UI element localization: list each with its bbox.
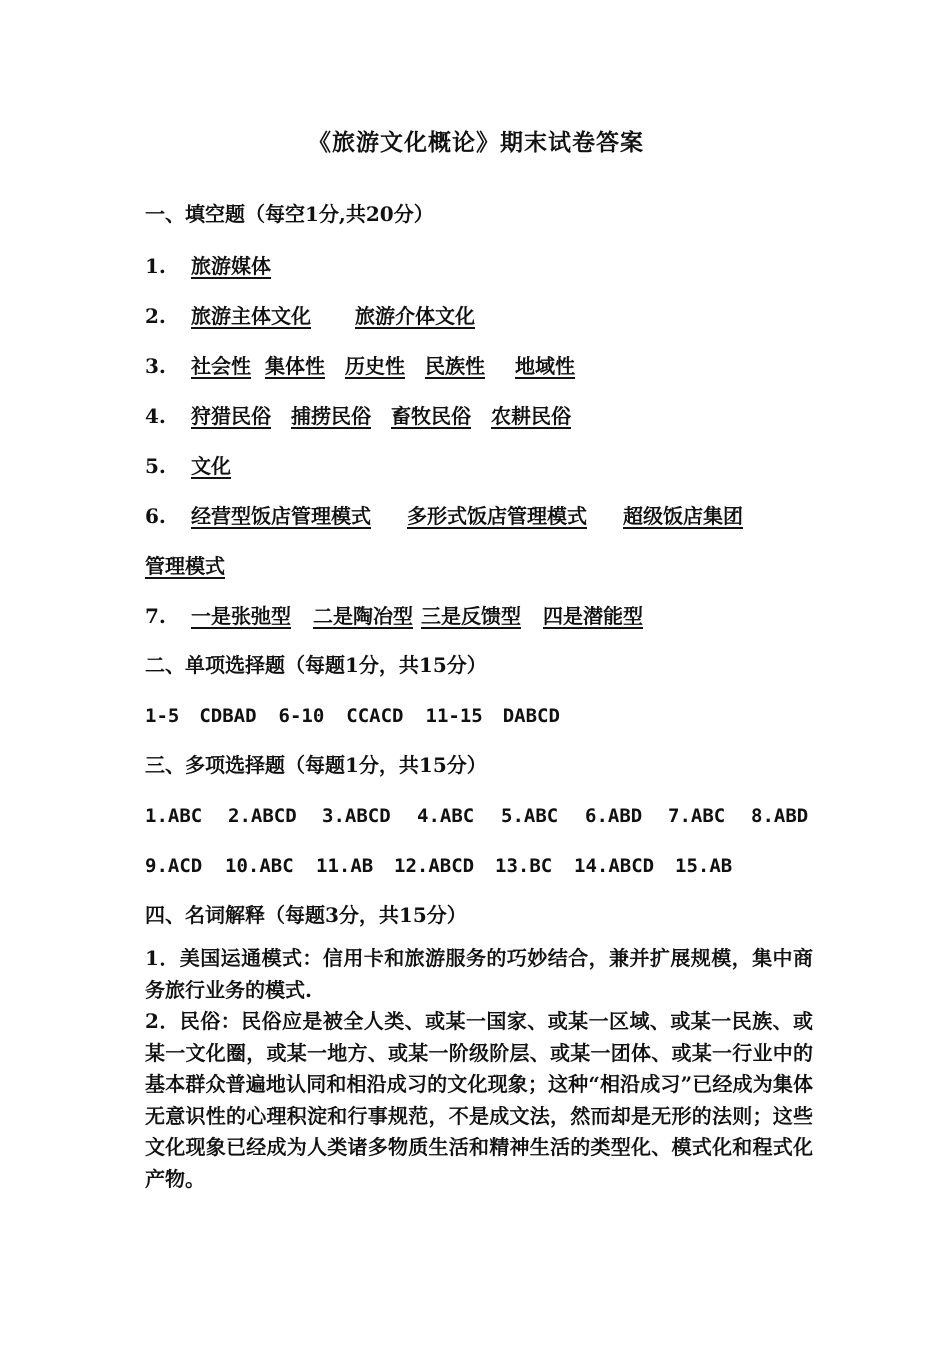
answer-blank: 地域性 xyxy=(515,354,575,378)
answer-blank: 农耕民俗 xyxy=(491,404,571,428)
answer-range: 6-10 xyxy=(278,705,325,727)
fill-answer-2 xyxy=(145,302,481,330)
answer-blank: 管理模式 xyxy=(145,554,225,578)
answer-blank: 捕捞民俗 xyxy=(291,404,371,428)
answer-blank: 狩猎民俗 xyxy=(191,404,271,428)
term-definition-2: 2．民俗：民俗应是被全人类、或某一国家、或某一区域、或某一民族、或某一文化圈，或某一地方、或某一阶级阶层、或某一团体、或某一行业中的基本群众普遍地认同和相沿成习的文化现象；这种“相沿成习”已经成为集体无意识性的心理积淀和行事规范，不是成文法，然而却是无形的法则；这些文化现象已经成为人类诸多物质生活和精神生活的类型化、模式化和程式化产物。 xyxy=(145,1009,813,1191)
section4-heading: 四、名词解释（每题3分，共15分） xyxy=(145,903,467,927)
answer-letters: CCACD xyxy=(346,705,404,727)
answer-blank: 旅游介体文化 xyxy=(355,304,475,328)
question-number: 7. xyxy=(145,604,166,628)
single-choice-answers xyxy=(145,702,560,730)
section1-heading: 一、填空题（每空1分,共20分） xyxy=(145,202,434,226)
answer-item: 4.ABC xyxy=(417,805,475,827)
answer-blank: 经营型饭店管理模式 xyxy=(191,504,371,528)
question-number: 4. xyxy=(145,404,166,428)
answer-item: 7.ABC xyxy=(668,805,726,827)
answer-range: 1-5 xyxy=(145,705,180,727)
answer-item: 2.ABCD xyxy=(228,805,297,827)
fill-answer-6 xyxy=(145,502,743,530)
answer-item: 14.ABCD xyxy=(574,855,655,877)
section3-heading: 三、多项选择题（每题1分，共15分） xyxy=(145,753,487,777)
answer-blank: 四是潜能型 xyxy=(543,604,643,628)
answer-blank: 集体性 xyxy=(265,354,325,378)
answer-blank: 旅游主体文化 xyxy=(191,304,311,328)
fill-answer-5 xyxy=(145,452,231,480)
question-number: 2. xyxy=(145,304,166,328)
question-number: 3. xyxy=(145,354,166,378)
fill-answer-7 xyxy=(145,602,643,630)
answer-range: 11-15 xyxy=(425,705,483,727)
answer-item: 15.AB xyxy=(675,855,733,877)
answer-item: 13.BC xyxy=(495,855,553,877)
answer-blank: 旅游媒体 xyxy=(191,254,271,278)
fill-answer-3 xyxy=(145,352,575,380)
answer-blank: 畜牧民俗 xyxy=(391,404,471,428)
answer-blank: 社会性 xyxy=(191,354,251,378)
fill-answer-4 xyxy=(145,402,571,430)
answer-letters: DABCD xyxy=(502,705,560,727)
answer-item: 6.ABD xyxy=(585,805,643,827)
fill-answer-1 xyxy=(145,252,271,280)
question-number: 5. xyxy=(145,454,166,478)
answer-item: 8.ABD xyxy=(751,805,809,827)
answer-blank: 多形式饭店管理模式 xyxy=(407,504,587,528)
answer-letters: CDBAD xyxy=(199,705,257,727)
answer-blank: 三是反馈型 xyxy=(421,604,521,628)
answer-blank: 二是陶冶型 xyxy=(313,604,413,628)
section2-heading: 二、单项选择题（每题1分，共15分） xyxy=(145,653,487,677)
answer-item: 3.ABCD xyxy=(322,805,391,827)
answer-blank: 文化 xyxy=(191,454,231,478)
answer-blank: 历史性 xyxy=(345,354,405,378)
answer-blank: 超级饭店集团 xyxy=(623,504,743,528)
answer-blank: 民族性 xyxy=(425,354,485,378)
answer-item: 5.ABC xyxy=(501,805,559,827)
question-number: 1. xyxy=(145,254,166,278)
fill-answer-6-continued xyxy=(145,552,225,580)
document-title: 《旅游文化概论》期末试卷答案 xyxy=(308,129,644,156)
term-definition-1: 1．美国运通模式：信用卡和旅游服务的巧妙结合，兼并扩展规模，集中商务旅行业务的模式. xyxy=(145,946,813,1002)
answer-item: 11.AB xyxy=(316,855,374,877)
answer-item: 9.ACD xyxy=(145,855,203,877)
answer-item: 1.ABC xyxy=(145,805,203,827)
answer-item: 10.ABC xyxy=(225,855,294,877)
answer-item: 12.ABCD xyxy=(394,855,475,877)
answer-blank: 一是张弛型 xyxy=(191,604,291,628)
question-number: 6. xyxy=(145,504,166,528)
